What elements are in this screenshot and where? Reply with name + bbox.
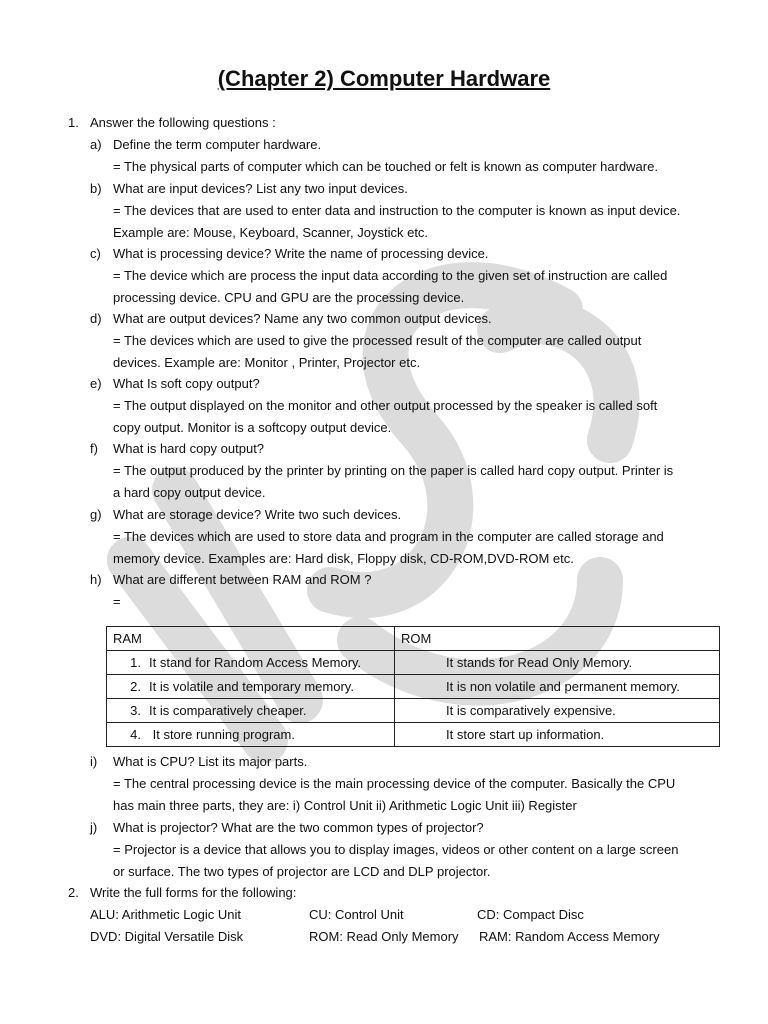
- answer-text: or surface. The two types of projector are LCD and DLP projector.: [113, 864, 491, 879]
- row-number: 3.: [130, 703, 141, 718]
- item-letter: b): [90, 181, 102, 196]
- item-letter: c): [90, 246, 101, 261]
- answer-text: =: [113, 594, 121, 609]
- q1-number: 1.: [68, 115, 79, 130]
- full-form-dvd: DVD: Digital Versatile Disk: [90, 929, 244, 944]
- answer-text: has main three parts, they are: i) Control Unit ii) Arithmetic Logic Unit iii) Register: [113, 798, 577, 813]
- full-form-alu: ALU: Arithmetic Logic Unit: [90, 907, 242, 922]
- question-text: What Is soft copy output?: [113, 376, 260, 391]
- table-header-rom: ROM: [395, 627, 720, 651]
- table-header-ram: RAM: [107, 627, 395, 651]
- table-cell-rom: It is comparatively expensive.: [395, 699, 720, 723]
- ram-rom-table: [106, 626, 720, 747]
- table-row: [107, 699, 720, 723]
- table-cell-rom: It stands for Read Only Memory.: [395, 651, 720, 675]
- answer-text: = The central processing device is the main processing device of the computer. Basically the CPU: [113, 776, 676, 791]
- answer-text: = The devices that are used to enter data and instruction to the computer is known as input device.: [113, 203, 681, 218]
- full-form-cu: CU: Control Unit: [309, 907, 404, 922]
- full-form-ram: RAM: Random Access Memory: [479, 929, 660, 944]
- q1-heading: Answer the following questions :: [90, 115, 276, 130]
- table-cell-ram: [107, 699, 395, 723]
- answer-text: a hard copy output device.: [113, 485, 266, 500]
- answer-text: devices. Example are: Monitor , Printer, Projector etc.: [113, 355, 421, 370]
- answer-text: Example are: Mouse, Keyboard, Scanner, Joystick etc.: [113, 225, 429, 240]
- question-text: What are input devices? List any two input devices.: [113, 181, 408, 196]
- ram-text: It stand for Random Access Memory.: [149, 655, 362, 670]
- row-number: 1.: [130, 655, 141, 670]
- item-letter: g): [90, 507, 102, 522]
- ram-text: It store running program.: [149, 727, 295, 742]
- answer-text: copy output. Monitor is a softcopy output device.: [113, 420, 392, 435]
- question-text: What is CPU? List its major parts.: [113, 754, 308, 769]
- item-letter: d): [90, 311, 102, 326]
- answer-text: = The device which are process the input data according to the given set of instruction are called: [113, 268, 668, 283]
- question-text: What are different between RAM and ROM ?: [113, 572, 372, 587]
- question-text: What are output devices? Name any two common output devices.: [113, 311, 492, 326]
- page-title: (Chapter 2) Computer Hardware: [217, 66, 551, 91]
- answer-text: = Projector is a device that allows you to display images, videos or other content on a large screen: [113, 842, 679, 857]
- item-letter: f): [90, 441, 98, 456]
- question-text: What is processing device? Write the name of processing device.: [113, 246, 489, 261]
- full-form-rom: ROM: Read Only Memory: [309, 929, 459, 944]
- answer-text: = The devices which are used to give the processed result of the computer are called output: [113, 333, 642, 348]
- table-row: [107, 723, 720, 747]
- answer-text: processing device. CPU and GPU are the processing device.: [113, 290, 465, 305]
- table-header-row: [107, 627, 720, 651]
- answer-text: = The devices which are used to store data and program in the computer are called storage and: [113, 529, 664, 544]
- table-row: [107, 675, 720, 699]
- q2-heading: Write the full forms for the following:: [90, 885, 297, 900]
- row-number: 2.: [130, 679, 141, 694]
- answer-text: memory device. Examples are: Hard disk, Floppy disk, CD-ROM,DVD-ROM etc.: [113, 551, 574, 566]
- row-number: 4.: [130, 727, 141, 742]
- question-text: Define the term computer hardware.: [113, 137, 322, 152]
- item-letter: i): [90, 754, 98, 769]
- table-cell-rom: It is non volatile and permanent memory.: [395, 675, 720, 699]
- ram-text: It is volatile and temporary memory.: [149, 679, 354, 694]
- full-form-cd: CD: Compact Disc: [477, 907, 584, 922]
- item-letter: e): [90, 376, 102, 391]
- table-cell-ram: [107, 723, 395, 747]
- item-letter: a): [90, 137, 102, 152]
- answer-text: = The output produced by the printer by printing on the paper is called hard copy output. Printer is: [113, 463, 674, 478]
- table-cell-ram: [107, 675, 395, 699]
- table-row: [107, 651, 720, 675]
- item-letter: h): [90, 572, 102, 587]
- answer-text: = The output displayed on the monitor and other output processed by the speaker is called soft: [113, 398, 658, 413]
- table-cell-ram: [107, 651, 395, 675]
- item-letter: j): [90, 820, 98, 835]
- q2-number: 2.: [68, 885, 79, 900]
- question-text: What are storage device? Write two such devices.: [113, 507, 402, 522]
- ram-text: It is comparatively cheaper.: [149, 703, 307, 718]
- table-cell-rom: It store start up information.: [395, 723, 720, 747]
- question-text: What is projector? What are the two common types of projector?: [113, 820, 484, 835]
- question-text: What is hard copy output?: [113, 441, 265, 456]
- answer-text: = The physical parts of computer which can be touched or felt is known as computer hardware.: [113, 159, 658, 174]
